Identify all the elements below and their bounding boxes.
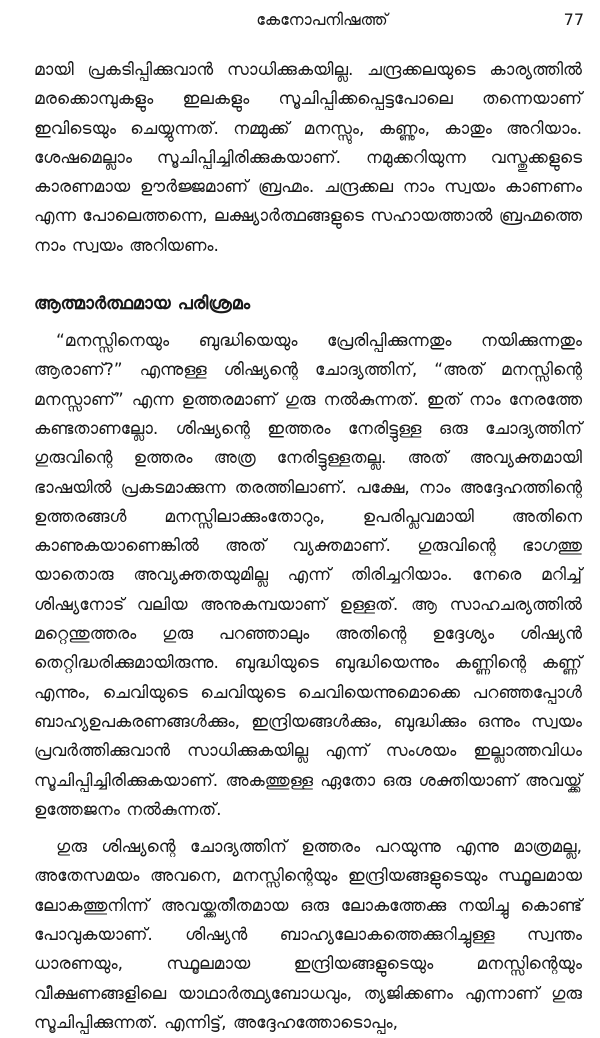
body-text	[34, 56, 582, 1038]
paragraph-2: “മനസ്സിനെയും ബുദ്ധിയെയും പ്രേരിപ്പിക്കുന്നതും നയിക്കുന്നതും ആരാണ്?” എന്നുള്ള ശിഷ്യന്റെ ചോദ്യത്തിന്, “അത് മനസ്സിന്റെ മനസ്സാണ്” എന്ന ഉത്തരമാണ് ഗുരു നൽകുന്നത്. ഇത് നാം നേരത്തേ കണ്ടതാണല്ലോ. ശിഷ്യന്റെ ഇത്തരം നേരിട്ടുള്ള ഒരു ചോദ്യത്തിന് ഗുരുവിന്റെ ഉത്തരം അത്ര നേരിട്ടുള്ളതല്ല. അത് അവ്യക്തമായി ഭാഷയിൽ പ്രകടമാക്കുന്ന തരത്തിലാണ്. പക്ഷേ, നാം അദ്ദേഹത്തിന്റെ ഉത്തരങ്ങൾ മനസ്സിലാക്കുംതോറും, ഉപരിപ്ലവമായി അതിനെ കാണുകയാണെങ്കിൽ അത് വ്യക്തമാണ്. ഗുരുവിന്റെ ഭാഗത്തു യാതൊരു അവ്യക്തതയുമില്ല എന്ന് തിരിച്ചറിയാം. നേരെ മറിച്ച് ശിഷ്യനോട് വലിയ അനുകമ്പയാണ് ഉള്ളത്. ആ സാഹചര്യത്തിൽ മറ്റെന്തുത്തരം ഗുരു പറഞ്ഞാലും അതിന്റെ ഉദ്ദേശ്യം ശിഷ്യൻ തെറ്റിദ്ധരിക്കുമായിരുന്നു. ബുദ്ധിയുടെ ബുദ്ധിയെന്നും കണ്ണിന്റെ കണ്ണ് എന്നും, ചെവിയുടെ ചെവിയുടെ ചെവിയെന്നുമൊക്കെ പറഞ്ഞപ്പോൾ ബാഹ്യഉപകരണങ്ങൾക്കും, ഇന്ദ്രിയങ്ങൾക്കും, ബുദ്ധിക്കും ഒന്നും സ്വയം പ്രവർത്തിക്കുവാൻ സാധിക്കുകയില്ല എന്ന് സംശയം ഇല്ലാത്തവിധം സൂചിപ്പിച്ചിരിക്കുകയാണ്. അകത്തുള്ള ഏതോ ഒരു ശക്തിയാണ് അവയ്ക്ക് ഉത്തേജനം നൽകുന്നത്.	[34, 331, 582, 820]
paragraph-1: മായി പ്രകടിപ്പിക്കുവാൻ സാധിക്കുകയില്ല. ചന്ദ്രക്കലയുടെ കാര്യത്തിൽ മരക്കൊമ്പുകളും ഇലകളും സൂചിപ്പിക്കപ്പെട്ടപോലെ തന്നെയാണ് ഇവിടെയും ചെയ്യുന്നത്. നമ്മുക്ക് മനസ്സും, കണ്ണും, കാതും അറിയാം. ശേഷമെല്ലാം സൂചിപ്പിച്ചിരിക്കുകയാണ്. നമുക്കറിയുന്ന വസ്തുക്കളുടെ കാരണമായ ഊർജ്ജമാണ് ബ്രഹ്മം. ചന്ദ്രക്കല നാം സ്വയം കാണണം എന്ന പോലെത്തന്നെ, ലക്ഷ്യാർത്ഥങ്ങളുടെ സഹായത്താൽ ബ്രഹ്മത്തെ നാം സ്വയം അറിയണം.	[34, 60, 582, 256]
paragraph-gap	[34, 825, 582, 833]
page-number: 77	[563, 10, 584, 29]
section-heading: ആത്മാർത്ഥമായ പരിശ്രമം	[34, 294, 251, 315]
running-head	[60, 8, 584, 32]
paragraph-3: ഗുരു ശിഷ്യന്റെ ചോദ്യത്തിന് ഉത്തരം പറയുന്നു എന്നു മാത്രമല്ല, അതേസമയം അവനെ, മനസ്സിന്റെയും ഇന്ദ്രിയങ്ങളുടെയും സ്ഥൂലമായ ലോകത്തുനിന്ന് അവയ്ക്കതീതമായ ഒരു ലോകത്തേക്കു നയിച്ചു കൊണ്ട് പോവുകയാണ്. ശിഷ്യൻ ബാഹ്യലോകത്തെക്കുറിച്ചുള്ള സ്വന്തം ധാരണയും, സ്ഥൂലമായ ഇന്ദ്രിയങ്ങളുടെയും മനസ്സിന്റെയും വീക്ഷണങ്ങളിലെ യാഥാർത്ഥ്യബോധവും, ത്യജിക്കണം എന്നാണ് ഗുരു സൂചിപ്പിക്കുന്നത്. എന്നിട്ട്, അദ്ദേഹത്തോടൊപ്പം,	[34, 837, 582, 1033]
running-title: കേനോപനിഷത്ത്	[256, 10, 388, 29]
